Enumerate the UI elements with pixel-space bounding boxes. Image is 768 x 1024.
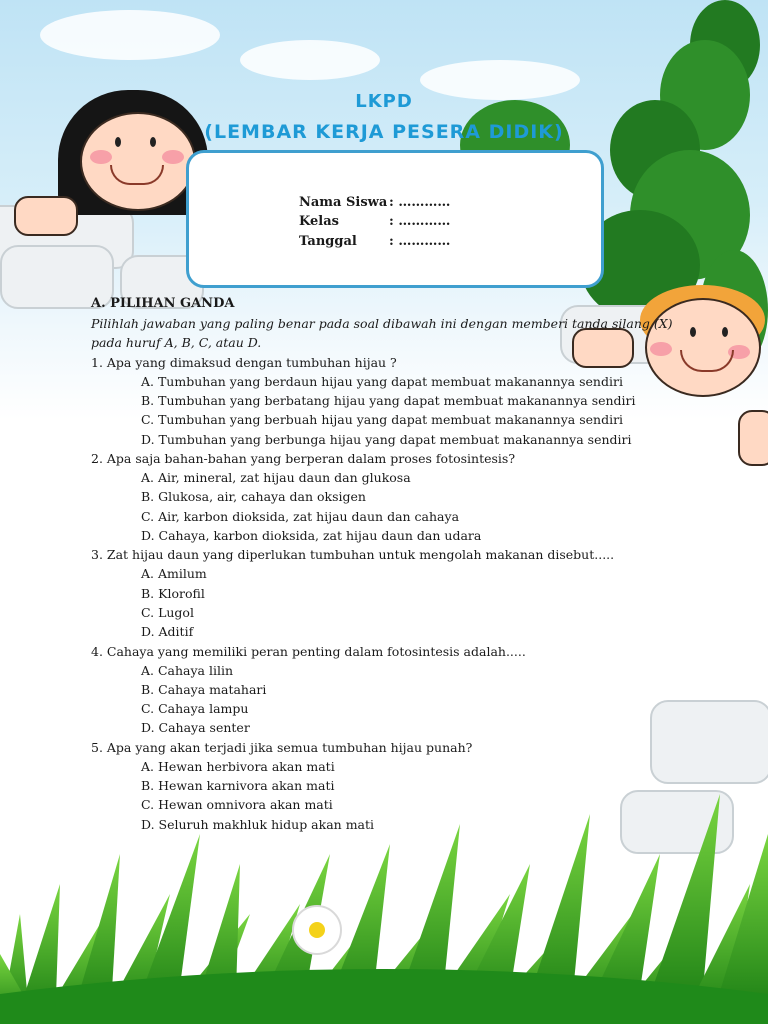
info-label: Kelas	[299, 214, 339, 229]
wall-stone	[650, 700, 768, 784]
info-row-class	[299, 214, 450, 229]
answer-option[interactable]: C. Cahaya lampu	[141, 701, 249, 716]
answer-option[interactable]: D. Aditif	[141, 624, 194, 639]
grass-illustration	[0, 794, 768, 1024]
question-text: 4. Cahaya yang memiliki peran penting dalam fotosintesis adalah.....	[91, 644, 526, 659]
daisy-flower-icon	[292, 905, 342, 955]
answer-option[interactable]: A. Amilum	[141, 566, 207, 581]
answer-option[interactable]: C. Tumbuhan yang berbuah hijau yang dapat membuat makanannya sendiri	[141, 412, 624, 427]
answer-option[interactable]: D. Seluruh makhluk hidup akan mati	[141, 817, 375, 832]
instruction-line: pada huruf A, B, C, atau D.	[91, 335, 262, 350]
page-subtitle: (LEMBAR KERJA PESERA DIDIK)	[204, 121, 564, 143]
answer-option[interactable]: B. Tumbuhan yang berbatang hijau yang dapat membuat makanannya sendiri	[141, 393, 636, 408]
answer-option[interactable]: B. Hewan karnivora akan mati	[141, 778, 335, 793]
answer-option[interactable]: D. Tumbuhan yang berbunga hijau yang dapat membuat makanannya sendiri	[141, 432, 632, 447]
section-heading: A. PILIHAN GANDA	[91, 296, 235, 311]
page-title: LKPD	[355, 91, 413, 112]
question-text: 3. Zat hijau daun yang diperlukan tumbuhan untuk mengolah makanan disebut.....	[91, 547, 615, 562]
answer-option[interactable]: D. Cahaya senter	[141, 720, 250, 735]
info-label: Nama Siswa	[299, 195, 388, 210]
info-label: Tanggal	[299, 234, 357, 249]
answer-option[interactable]: D. Cahaya, karbon dioksida, zat hijau daun dan udara	[141, 528, 482, 543]
answer-option[interactable]: A. Air, mineral, zat hijau daun dan glukosa	[141, 470, 411, 485]
info-value[interactable]: : …………	[389, 195, 451, 210]
answer-option[interactable]: A. Tumbuhan yang berdaun hijau yang dapat membuat makanannya sendiri	[141, 374, 623, 389]
answer-option[interactable]: B. Klorofil	[141, 586, 205, 601]
question-text: 1. Apa yang dimaksud dengan tumbuhan hijau ?	[91, 355, 397, 370]
question-text: 2. Apa saja bahan-bahan yang berperan dalam proses fotosintesis?	[91, 451, 516, 466]
answer-option[interactable]: B. Cahaya matahari	[141, 682, 267, 697]
info-row-name	[299, 195, 450, 210]
cloud	[240, 40, 380, 80]
cloud	[40, 10, 220, 60]
student-info-box	[186, 150, 604, 288]
info-value[interactable]: : …………	[389, 234, 451, 249]
info-row-date	[299, 234, 450, 249]
answer-option[interactable]: C. Lugol	[141, 605, 194, 620]
answer-option[interactable]: C. Air, karbon dioksida, zat hijau daun dan cahaya	[141, 509, 460, 524]
instruction-line: Pilihlah jawaban yang paling benar pada soal dibawah ini dengan memberi tanda silang (X)	[91, 316, 673, 331]
answer-option[interactable]: B. Glukosa, air, cahaya dan oksigen	[141, 489, 366, 504]
answer-option[interactable]: A. Cahaya lilin	[141, 663, 234, 678]
info-value[interactable]: : …………	[389, 214, 451, 229]
answer-option[interactable]: A. Hewan herbivora akan mati	[141, 759, 335, 774]
question-text: 5. Apa yang akan terjadi jika semua tumbuhan hijau punah?	[91, 740, 473, 755]
answer-option[interactable]: C. Hewan omnivora akan mati	[141, 797, 333, 812]
